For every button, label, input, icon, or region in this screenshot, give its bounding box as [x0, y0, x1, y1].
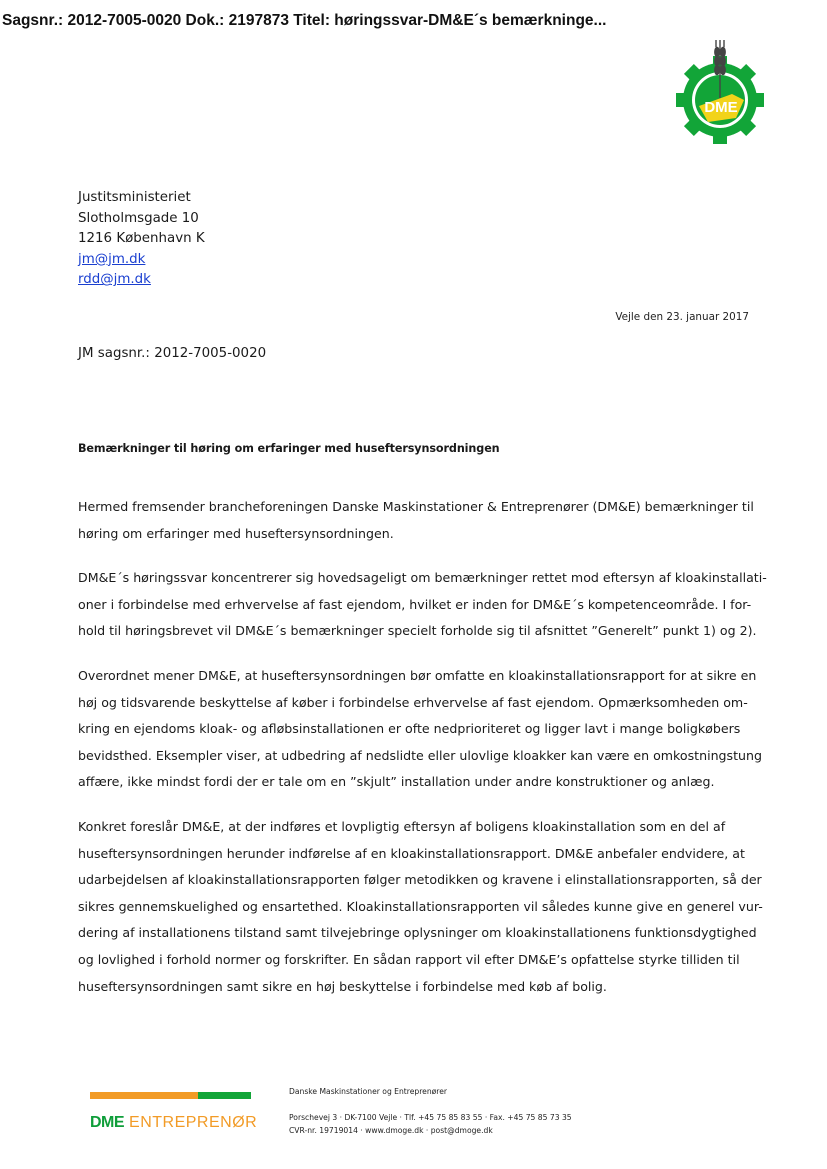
- text-line: udarbejdelsen af kloakinstallationsrapporten følger metodikken og kravene i elinstallationsrapporten, så der: [78, 872, 762, 888]
- text-line: kring en ejendoms kloak- og afløbsinstallationen er ofte nedprioriteret og ligger lavt i mange boligkøbers: [78, 721, 741, 737]
- footer-cvr: CVR-nr. 19719014 · www.dmoge.dk · post@dmoge.dk: [289, 1126, 493, 1135]
- text-line: dering af installationens tilstand samt tilvejebringe oplysninger om kloakinstallationens funktionsdygtighed: [78, 925, 757, 941]
- text-line: oner i forbindelse med erhvervelse af fast ejendom, hvilket er inden for DM&E´s kompetenceområde. I for-: [78, 596, 752, 612]
- recipient-name: Justitsministeriet: [78, 190, 191, 205]
- footer-address: Porschevej 3 · DK-7100 Vejle · Tlf. +45 75 85 83 55 · Fax. +45 75 85 73 35: [289, 1113, 572, 1122]
- paragraph-scope: [78, 565, 767, 645]
- text-line: affære, ikke mindst fordi der er tale om en ”skjult” installation under andre konstruktioner og anlæg.: [78, 774, 715, 790]
- footer-brand-mark: DME: [90, 1114, 125, 1131]
- letter-subject: Bemærkninger til høring om erfaringer med huseftersynsordningen: [78, 442, 500, 455]
- paragraph-intro: [78, 494, 754, 547]
- letter-date: Vejle den 23. januar 2017: [615, 311, 749, 323]
- text-line: høj og tidsvarende beskyttelse af køber i forbindelse erhvervelse af fast ejendom. Opmærksomheden om-: [78, 694, 748, 710]
- letter-body: [78, 494, 767, 1018]
- logo-text: DME: [704, 99, 738, 116]
- footer-organization: Danske Maskinstationer og Entreprenører: [289, 1087, 448, 1096]
- recipient-street: Slotholmsgade 10: [78, 210, 199, 226]
- recipient-city: 1216 København K: [78, 231, 205, 247]
- paragraph-proposal: [78, 814, 763, 1000]
- text-line: huseftersynsordningen herunder indførelse af en kloakinstallationsrapport. DM&E anbefaler endvidere, at: [78, 845, 745, 861]
- paragraph-overall: [78, 663, 763, 796]
- text-line: huseftersynsordningen samt sikre en høj beskyttelse i forbindelse med køb af bolig.: [78, 978, 607, 994]
- text-line: bevidsthed. Eksempler viser, at udbedring af nedslidte eller ulovlige kloakker kan være en omkostningstung: [78, 747, 763, 763]
- text-line: sikres gennemskuelighed og ensartethed. Kloakinstallationsrapporten vil således kunne give en generel vur-: [78, 898, 763, 914]
- footer-stripe-green: [198, 1092, 251, 1099]
- case-reference: JM sagsnr.: 2012-7005-0020: [78, 346, 267, 361]
- document-header: Sagsnr.: 2012-7005-0020 Dok.: 2197873 Titel: høringssvar-DM&E´s bemærkninge...: [2, 12, 607, 29]
- text-line: høring om erfaringer med huseftersynsordningen.: [78, 525, 394, 541]
- footer-contact: [289, 1111, 572, 1137]
- text-line: Konkret foreslår DM&E, at der indføres et lovpligtig eftersyn af boligens kloakinstallation som en del af: [78, 818, 726, 834]
- dme-logo: [672, 38, 768, 150]
- text-line: hold til høringsbrevet vil DM&E´s bemærkninger specielt forholde sig til afsnittet ”Generelt” punkt 1) og 2).: [78, 623, 757, 639]
- email-link-jm[interactable]: jm@jm.dk: [78, 251, 146, 267]
- text-line: Overordnet mener DM&E, at huseftersynsordningen bør omfatte en kloakinstallationsrapport for at sikre en: [78, 667, 757, 683]
- recipient-address: [78, 188, 205, 291]
- text-line: og lovlighed i forhold normer og forskrifter. En sådan rapport vil efter DM&E’s opfattelse styrke tilliden til: [78, 951, 740, 967]
- text-line: DM&E´s høringssvar koncentrerer sig hovedsageligt om bemærkninger rettet mod eftersyn af kloakinstallati-: [78, 570, 767, 586]
- page-footer: [90, 1082, 750, 1142]
- footer-brand-word: ENTREPRENØR: [129, 1114, 258, 1131]
- email-link-rdd[interactable]: rdd@jm.dk: [78, 272, 151, 288]
- footer-brand: [90, 1114, 257, 1132]
- footer-stripe-orange: [90, 1092, 198, 1099]
- text-line: Hermed fremsender brancheforeningen Danske Maskinstationer & Entreprenører (DM&E) bemærkninger til: [78, 499, 754, 514]
